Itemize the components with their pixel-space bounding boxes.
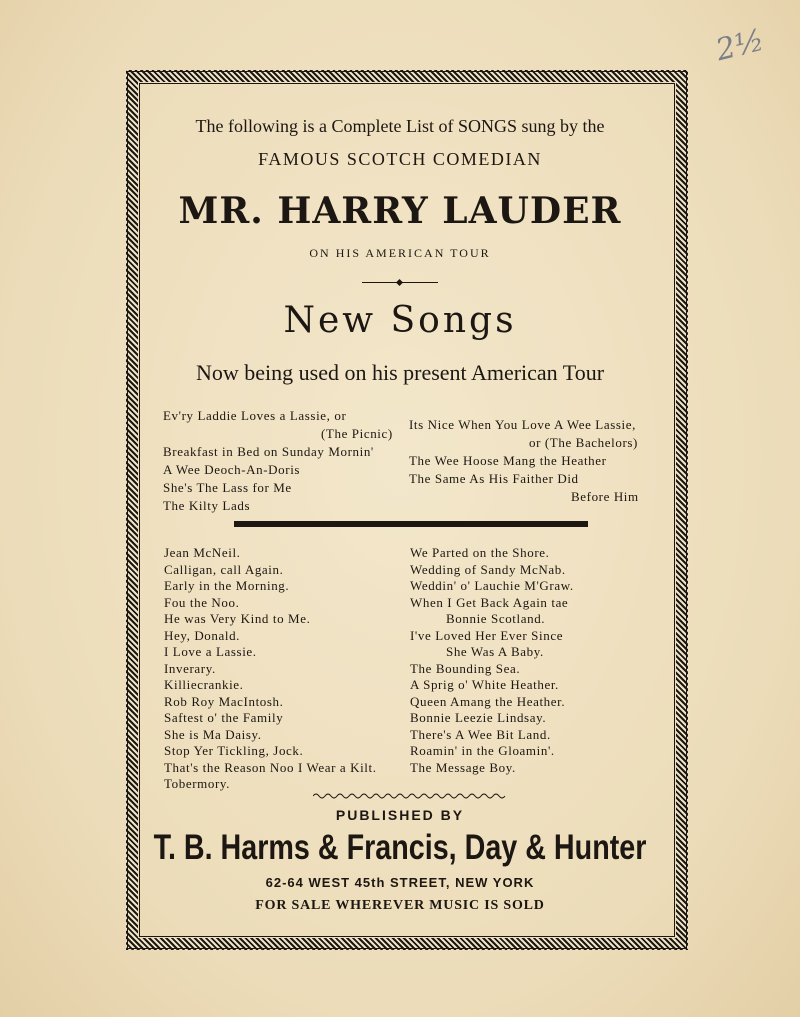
list-item: The Bounding Sea. bbox=[410, 660, 521, 676]
list-item: The Wee Hoose Mang the Heather bbox=[409, 453, 607, 468]
list-item: Its Nice When You Love A Wee Lassie, bbox=[409, 417, 636, 432]
sale-line: FOR SALE WHEREVER MUSIC IS SOLD bbox=[255, 898, 545, 913]
ornament-divider bbox=[362, 282, 438, 283]
list-item: When I Get Back Again tae bbox=[410, 594, 569, 610]
list-item: Roamin' in the Gloamin'. bbox=[410, 743, 555, 758]
new-songs-right-list bbox=[409, 416, 639, 506]
list-item: Hey, Donald. bbox=[164, 627, 241, 643]
list-item: Wedding of Sandy McNab. bbox=[410, 561, 566, 577]
list-item: There's A Wee Bit Land. bbox=[410, 726, 551, 742]
new-songs-title: New Songs bbox=[283, 300, 517, 341]
wavy-divider bbox=[313, 792, 507, 800]
list-item: Ev'ry Laddie Loves a Lassie, or bbox=[163, 408, 347, 423]
old-songs-right-list bbox=[410, 545, 574, 776]
list-item: Inverary. bbox=[164, 660, 216, 676]
old-songs-left-list bbox=[164, 545, 377, 793]
list-item: I've Loved Her Ever Since bbox=[410, 627, 564, 643]
list-item: Queen Amang the Heather. bbox=[410, 693, 566, 709]
list-item: I Love a Lassie. bbox=[164, 644, 257, 659]
list-item: The Message Boy. bbox=[410, 759, 516, 775]
comedian-line: FAMOUS SCOTCH COMEDIAN bbox=[258, 149, 542, 169]
new-songs-subtitle: Now being used on his present American Tour bbox=[195, 360, 605, 385]
list-item: Stop Yer Tickling, Jock. bbox=[164, 743, 304, 758]
list-item: Bonnie Leezie Lindsay. bbox=[410, 710, 547, 725]
new-songs-left-list bbox=[163, 407, 393, 515]
list-item: (The Picnic) bbox=[321, 426, 393, 441]
list-item: She Was A Baby. bbox=[446, 644, 544, 659]
list-item: The Same As His Faither Did bbox=[409, 471, 579, 486]
list-item: The Kilty Lads bbox=[163, 498, 251, 513]
list-item: Bonnie Scotland. bbox=[446, 611, 546, 626]
performer-name: MR. HARRY LAUDER bbox=[178, 190, 622, 232]
list-item: A Wee Deoch-An-Doris bbox=[163, 462, 301, 477]
list-item: A Sprig o' White Heather. bbox=[410, 677, 559, 692]
list-item: She's The Lass for Me bbox=[163, 480, 292, 495]
list-item: Calligan, call Again. bbox=[164, 561, 284, 577]
list-item: Breakfast in Bed on Sunday Mornin' bbox=[163, 444, 374, 459]
list-item: Jean McNeil. bbox=[164, 545, 241, 560]
list-item: Killiecrankie. bbox=[164, 677, 244, 692]
published-by-label: PUBLISHED BY bbox=[335, 807, 465, 823]
list-item: That's the Reason Noo I Wear a Kilt. bbox=[164, 759, 377, 775]
publisher-address: 62-64 WEST 45th STREET, NEW YORK bbox=[265, 875, 535, 890]
list-item: He was Very Kind to Me. bbox=[164, 611, 311, 626]
list-item: Tobermory. bbox=[164, 776, 230, 791]
list-item: Saftest o' the Family bbox=[164, 710, 284, 725]
list-item: We Parted on the Shore. bbox=[410, 545, 550, 560]
list-item: Before Him bbox=[571, 489, 639, 504]
pencil-annotation: 2½ bbox=[712, 22, 768, 69]
tour-line: ON HIS AMERICAN TOUR bbox=[309, 246, 491, 260]
publisher-name: T. B. Harms & Francis, Day & Hunter bbox=[153, 828, 647, 867]
intro-line: The following is a Complete List of SONGS sung by the bbox=[195, 116, 605, 136]
list-item: Rob Roy MacIntosh. bbox=[164, 693, 284, 709]
list-item: Early in the Morning. bbox=[164, 578, 290, 593]
heavy-rule bbox=[234, 521, 588, 527]
list-item: or (The Bachelors) bbox=[529, 435, 638, 450]
list-item: Fou the Noo. bbox=[164, 594, 240, 610]
list-item: She is Ma Daisy. bbox=[164, 726, 262, 742]
list-item: Weddin' o' Lauchie M'Graw. bbox=[410, 578, 574, 593]
